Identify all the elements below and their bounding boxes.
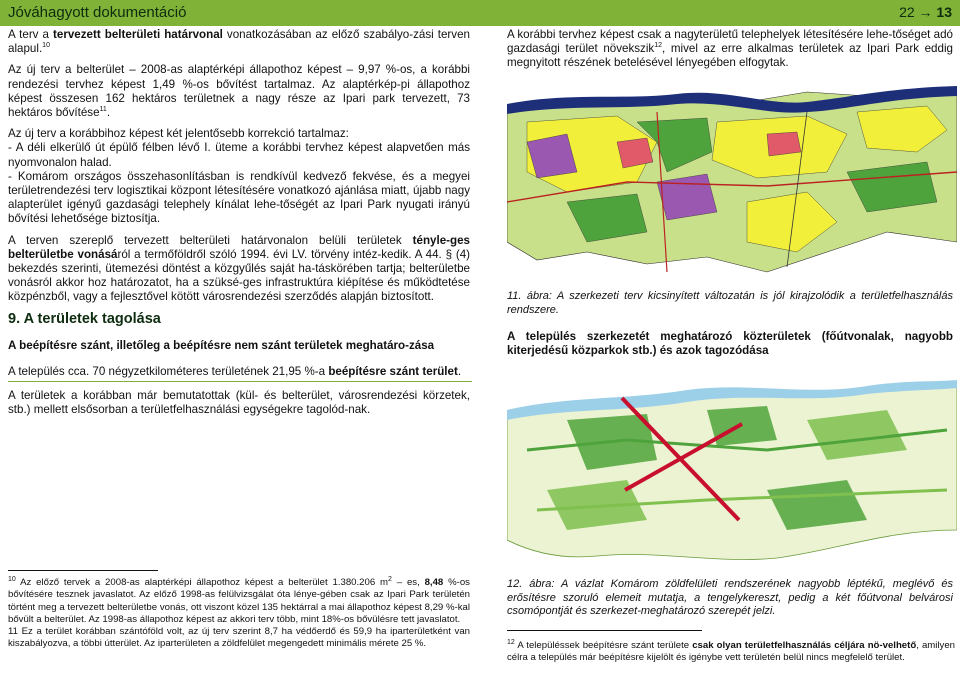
page-number [899, 4, 952, 20]
paragraph-bypass: - A déli elkerülő út épülő félben lévő I. üteme a korábbi tervhez képest alapvetően más nyomvonalon halad. [8, 141, 470, 169]
footnote-rule-right [507, 630, 702, 631]
footnotes-left [8, 577, 470, 651]
figure-11-caption: 11. ábra: A szerkezeti terv kicsinyített változatán is jól kirajzolódik a területfelhasználás rendszere. [507, 290, 953, 316]
paragraph-landuse: A területek a korábban már bemutatottak (kül- és belterület, városrendezési körzetek, stb.) mellett elsősorban a területfelhasználási egységekre tagolód-nak. [8, 389, 470, 417]
section-divider [8, 381, 472, 382]
section-heading: 9. A területek tagolása [8, 310, 161, 327]
subheading-built-areas: A beépítésre szánt, illetőleg a beépítésre nem szánt területek meghatáro-zása [8, 338, 435, 352]
structure-plan-map [507, 82, 957, 282]
document-status-title: Jóváhagyott dokumentáció [8, 4, 187, 21]
paragraph-boundary: A terv a tervezett belterületi határvonal vonatkozásában az előző szabályo-zási terven alapul.$^{10}$ [8, 28, 470, 56]
right-column [507, 28, 953, 78]
page-header [0, 0, 960, 26]
green-system-map [507, 380, 957, 565]
paragraph-expansion: Az új terv a belterület – 2008-as alaptérképi állapothoz képest – 9,97 %-os, a korábbi rendezési tervhez képest 1,49 %-os bővítést tartalmaz. Az alaptérkép-pi állapothoz képest összesen 162 hektáros területnek a nagy része az Ipari park tervezett, 73 hektáros bővítése$^{11}$. [8, 63, 470, 120]
page-right: 13 [936, 4, 952, 20]
paragraph-logistics: - Komárom országos összehasonlításban is rendkívül kedvező fekvése, és a megyei területrendezési terv logisztikai központ létesítésére vonatkozó ajánlása miatt, újabb nagy alapterület igényű gazdasági telephely kínálat lehe-tőségét az Ipari Park nyugati irányú bővítési lehetősége biztosítja. [8, 169, 470, 226]
footnote-rule [8, 570, 158, 571]
paragraph-corrections: Az új terv a korábbihoz képest két jelentősebb korrekció tartalmaz: [8, 127, 349, 141]
footnote-11: 11 Ez a terület korábban szántóföld volt, az új terv szerint 8,7 ha védőerdő és 59,9 ha iparterületként van kiszabályozva, a többi útterület. Az iparterületen a zöldfelület megengedett minimális mérete 25 %. [8, 626, 470, 650]
figure-12-caption: 12. ábra: A vázlat Komárom zöldfelületi rendszerének nagyobb léptékű, meglévő és erősítésre szoruló elemeit mutatja, a tengelykereszt, pedig a két főútvonal belvárosi csomópontját és szerkezet-meghatározó szerepét jelzi. [507, 578, 953, 617]
heading-public-spaces: A település szerkezetét meghatározó közterületek (főútvonalak, nagyobb kiterjedésű közparkok stb.) és azok tagozódása [507, 330, 953, 358]
footnote-10: $^{10}$ Az előző tervek a 2008-as alaptérképi állapothoz képest a belterület 1.380.206 $m^2$ – es, 8,48 %-os bővítésére tesznek javaslatot. Az előző 1998-as felülvizsgálat óta lénye-gében csak az Ipari Park területén történt meg a tervezett belterületbe vonás, ott viszont közel 135 hektárral a mai állapothoz képest 8,29 %-kal bővült a belterület. Az 1998-as állapothoz képest az akkori terv több, mint 18%-os bővülésre tett javaslatot. [8, 575, 470, 625]
left-column [8, 28, 470, 425]
paragraph-economic: A korábbi tervhez képest csak a nagyterületű telephelyek létesítésére lehe-tőséget adó gazdasági terület növekszik$^{12}$, mivel az erre alkalmas területek az Ipari Park eddig megnyitott részének betelésével lényegében elfogytak. [507, 28, 953, 70]
paragraph-law: A terven szereplő tervezett belterületi határvonalon belüli területek tényle-ges belterületbe vonásáról a termőföldről szóló 1994. évi LV. törvény intéz-kedik. A 44. § (4) bekezdés szerinti, ütemezési döntést a közgyűlés saját ha-táskörében tartja; belterületbe vonásról akkor hoz határozatot, ha a szüksé-ges infrastruktúra kiépítése és működtetése közpénzből, vagy a fejlesztővel kötött városrendezési szerződés alapján biztosított. [8, 233, 470, 304]
paragraph-built-ratio: A település cca. 70 négyzetkilométeres területének 21,95 %-a beépítésre szánt terület. [8, 365, 462, 379]
page-left: 22 [899, 4, 915, 20]
footnote-12: $^{12}$ A településsek beépítésre szánt területe csak olyan területfelhasználás céljára nö-velhető, amilyen célra a település már beépítésre kijelölt és igénybe vett területén belül nincs megfelelő terület. [507, 638, 956, 664]
right-arrow-icon: → [918, 4, 933, 20]
